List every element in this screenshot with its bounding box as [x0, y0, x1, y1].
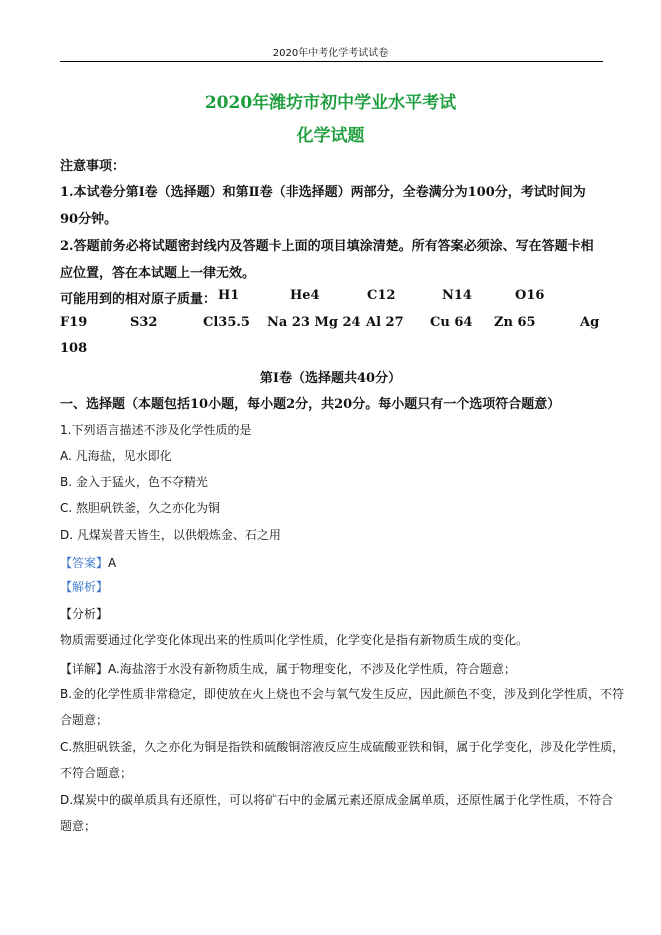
explain-b-1: B.金的化学性质非常稳定，即使放在火上烧也不会与氧气发生反应，因此颜色不变，涉及到化学性质，不符	[60, 687, 625, 701]
masses-label: 可能用到的相对原子质量：	[60, 292, 217, 307]
notes-heading: 注意事项：	[60, 159, 126, 174]
page-header: 2020年中考化学考试试卷	[272, 48, 389, 59]
explain-b-2: 合题意；	[60, 713, 109, 727]
xiangjie-tag: 【详解】	[60, 662, 109, 676]
answer-tag: 【答案】	[60, 556, 109, 570]
mass-n: N14	[442, 288, 472, 303]
mass-na-mg: Na 23 Mg 24	[267, 315, 361, 330]
mass-ag-value: 108	[60, 341, 88, 356]
fenxi-text: 物质需要通过化学变化体现出来的性质叫化学性质，化学变化是指有新物质生成的变化。	[60, 633, 529, 647]
explain-c-1: C.熬胆矾铁釜，久之亦化为铜是指铁和硫酸铜溶液反应生成硫酸亚铁和铜，属于化学变化，涉及化学性质，	[60, 740, 625, 754]
mass-cu: Cu 64	[430, 315, 473, 330]
option-c: C. 熬胆矾铁釜，久之亦化为铜	[60, 501, 221, 515]
fenxi-tag: 【分析】	[60, 607, 109, 621]
mass-o: O16	[515, 288, 545, 303]
mass-he: He4	[290, 288, 320, 303]
notes-line-2a: 2.答题前务必将试题密封线内及答题卡上面的项目填涂清楚。所有答案必须涂、写在答题卡相	[60, 239, 594, 254]
explain-d-1: D.煤炭中的碳单质具有还原性，可以将矿石中的金属元素还原成金属单质，还原性属于化学性质，不符合	[60, 793, 614, 807]
part-heading: 第Ⅰ卷（选择题共40分）	[259, 371, 402, 386]
mass-zn: Zn 65	[494, 315, 536, 330]
mass-al: Al 27	[366, 315, 404, 330]
explain-d-2: 题意；	[60, 819, 97, 833]
xiangjie-line	[60, 658, 516, 677]
question-stem: 1.下列语言描述不涉及化学性质的是	[60, 423, 252, 437]
analysis-tag: 【解析】	[60, 580, 109, 594]
mass-c: C12	[367, 288, 396, 303]
exam-subtitle: 化学试题	[296, 126, 365, 146]
answer-value: A	[108, 556, 117, 570]
mass-cl: Cl35.5	[203, 315, 250, 330]
mass-h: H1	[218, 288, 240, 303]
option-d: D. 凡煤炭普天皆生，以供煅炼金、石之用	[60, 528, 281, 542]
exam-title: 2020年潍坊市初中学业水平考试	[204, 93, 457, 113]
notes-line-2b: 应位置，答在本试题上一律无效。	[60, 266, 256, 281]
option-b: B. 金入于猛火，色不夺精光	[60, 475, 208, 489]
mass-ag: Ag	[580, 315, 600, 330]
section-heading: 一、选择题（本题包括10小题，每小题2分，共20分。每小题只有一个选项符合题意）	[60, 397, 561, 412]
mass-f: F19	[60, 315, 88, 330]
header-rule	[60, 61, 603, 62]
notes-line-1a: 1.本试卷分第Ⅰ卷（选择题）和第Ⅱ卷（非选择题）两部分，全卷满分为100分，考试时间为	[60, 185, 586, 200]
explain-c-2: 不符合题意；	[60, 766, 133, 780]
xiangjie-a: A.海盐溶于水没有新物质生成，属于物理变化，不涉及化学性质，符合题意；	[108, 662, 516, 676]
notes-line-1b: 90分钟。	[60, 212, 118, 227]
mass-s: S32	[130, 315, 158, 330]
answer-line	[60, 552, 116, 571]
option-a: A. 凡海盐，见水即化	[60, 449, 172, 463]
